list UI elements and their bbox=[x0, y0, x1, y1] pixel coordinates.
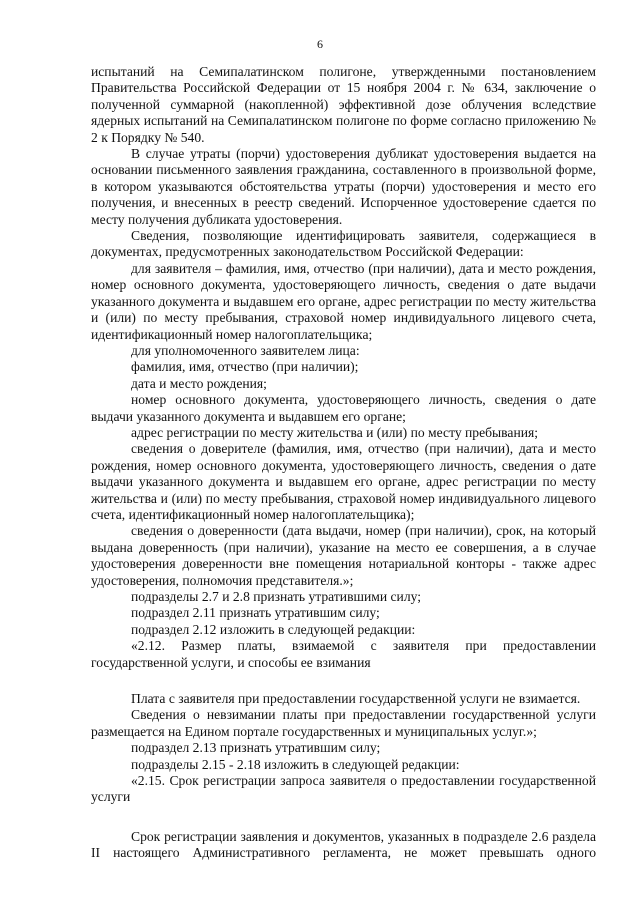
spacer bbox=[91, 806, 596, 829]
document-body bbox=[91, 64, 596, 862]
list-item-birth: дата и место рождения; bbox=[131, 375, 267, 391]
paragraph-registration-term: Срок регистрации заявления и документов, указанных в подразделе 2.6 раздела II настоящего Административного регламента, не может превышать одного bbox=[91, 828, 596, 861]
list-item-full-name: фамилия, имя, отчество (при наличии); bbox=[131, 359, 359, 375]
page-number: 6 bbox=[317, 37, 323, 51]
paragraph-duplicate-certificate: В случае утраты (порчи) удостоверения дубликат удостоверения выдается на основании письменного заявления гражданина, составленного в произвольной форме, в котором указываются обстоятельства утраты (порчи) удостоверения и место его получения, и внесенных в реестр сведений. Испорченное удостоверение сдается по месту получения дубликата удостоверения. bbox=[91, 146, 596, 227]
paragraph-fee-info: Сведения о невзимании платы при предоставлении государственной услуги размещается на Едином портале государственных и муниципальных услуг.»; bbox=[91, 707, 596, 739]
spacer bbox=[91, 671, 596, 691]
paragraph-continuation: испытаний на Семипалатинском полигоне, утвержденными постановлением Правительства Российской Федерации от 15 ноября 2004 г. № 634, заключение о полученной суммарной (накопленной) эффективной дозе облучения вследствие ядерных испытаний на Семипалатинском полигоне по форме согласно приложению № 2 к Порядку № 540. bbox=[91, 64, 596, 145]
list-item-address: адрес регистрации по месту жительства и (или) по месту пребывания; bbox=[131, 424, 539, 440]
list-item-id-document: номер основного документа, удостоверяющего личность, сведения о дате выдачи указанного документа и выдавшем его органе; bbox=[91, 392, 596, 424]
paragraph-identification-info: Сведения, позволяющие идентифицировать заявителя, содержащиеся в документах, предусмотренных законодательством Российской Федерации: bbox=[91, 228, 596, 260]
amendment-2-7-2-8: подразделы 2.7 и 2.8 признать утратившими силу; bbox=[131, 589, 422, 604]
paragraph-fee: Плата с заявителя при предоставлении государственной услуги не взимается. bbox=[131, 691, 581, 707]
list-item-power-of-attorney: сведения о доверенности (дата выдачи, номер (при наличии), срок, на который выдана доверенность (при наличии), указание на место ее совершения, а в случае удостоверения доверенности вне помещения нотариальной конторы - также адрес удостоверения, полномочия представителя.»; bbox=[91, 523, 596, 588]
amendment-2-12: подраздел 2.12 изложить в следующей редакции: bbox=[131, 621, 416, 637]
amendment-2-11: подраздел 2.11 признать утратившим силу; bbox=[131, 605, 380, 621]
amendment-2-15-2-18: подразделы 2.15 - 2.18 изложить в следующей редакции: bbox=[131, 756, 460, 772]
amendment-2-13: подраздел 2.13 признать утратившим силу; bbox=[131, 740, 381, 756]
section-heading-2-15: «2.15. Срок регистрации запроса заявителя о предоставлении государственной услуги bbox=[91, 773, 596, 805]
list-item-representative: для уполномоченного заявителем лица: bbox=[131, 342, 360, 358]
list-item-principal: сведения о доверителе (фамилия, имя, отчество (при наличии), дата и место рождения, номер основного документа, удостоверяющего личность, сведения о дате выдачи указанного документа и выдавшем его органе, адрес регистрации по месту жительства и (или) по месту пребывания, страховой номер индивидуального лицевого счета, идентификационный номер налогоплательщика); bbox=[91, 441, 596, 522]
list-item-applicant: для заявителя – фамилия, имя, отчество (при наличии), дата и место рождения, номер основного документа, удостоверяющего личность, сведения о дате выдачи указанного документа и выдавшем его органе, адрес регистрации по месту жительства и (или) по месту пребывания, страховой номер индивидуального лицевого счета, идентификационный номер налогоплательщика; bbox=[91, 260, 596, 342]
section-heading-2-12: «2.12. Размер платы, взимаемой с заявителя при предоставлении государственной услуги, и способы ее взимания bbox=[91, 638, 596, 670]
